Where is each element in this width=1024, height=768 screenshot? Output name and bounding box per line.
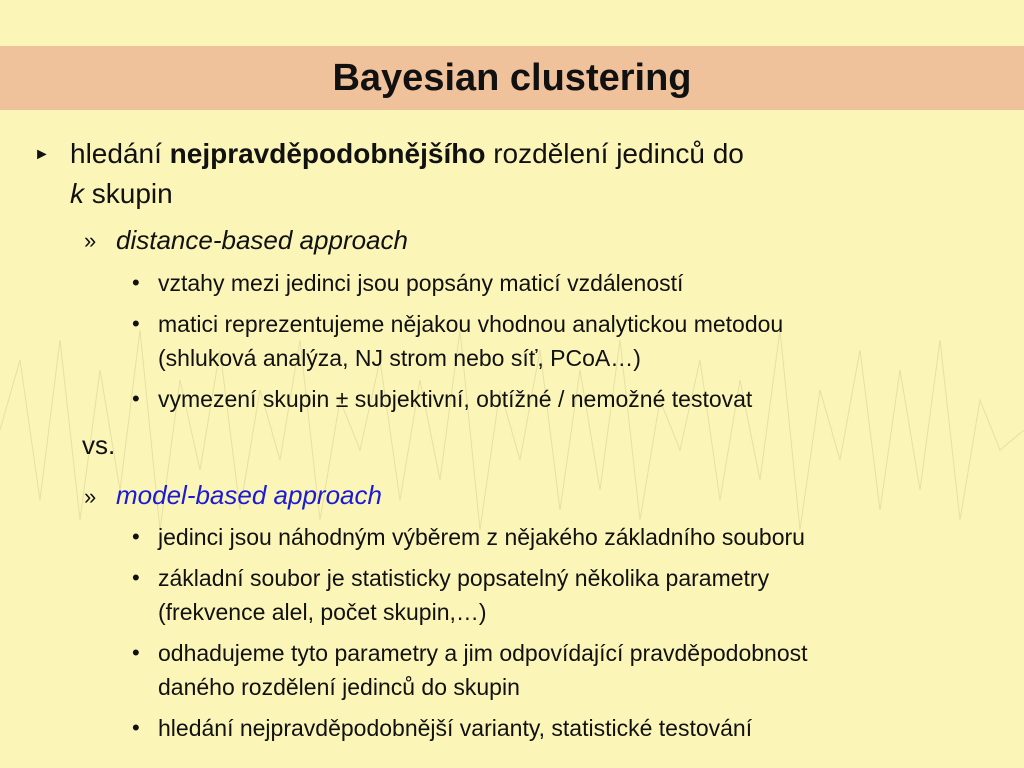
list-item: hledání nejpravděpodobnější varianty, statistické testování xyxy=(158,715,753,741)
bullet-main-line1 xyxy=(70,138,744,170)
bullet-main-suffix: rozdělení jedinců do xyxy=(485,138,744,169)
list-item: matici reprezentujeme nějakou vhodnou analytickou metodou xyxy=(158,311,784,337)
raquo-bullet-icon: » xyxy=(84,228,97,253)
bullet-main-bold: nejpravděpodobnějšího xyxy=(169,138,486,169)
raquo-bullet-icon: » xyxy=(84,484,97,509)
list-item: odhadujeme tyto parametry a jim odpovídající pravděpodobnost xyxy=(158,640,808,666)
list-item: jedinci jsou náhodným výběrem z nějakého základního souboru xyxy=(158,524,805,550)
dot-bullet-icon: • xyxy=(132,524,140,549)
list-item: vztahy mezi jedinci jsou popsány maticí vzdáleností xyxy=(158,270,684,296)
bullet-main-rest: skupin xyxy=(84,178,173,209)
section-model-label: model-based approach xyxy=(116,480,382,510)
list-item: základní soubor je statisticky popsatelný několika parametry xyxy=(158,565,770,591)
list-item: vymezení skupin ± subjektivní, obtížné / nemožné testovat xyxy=(158,386,753,412)
vs-label: vs. xyxy=(82,430,116,460)
list-item-continuation: daného rozdělení jedinců do skupin xyxy=(158,674,520,700)
slide-title: Bayesian clustering xyxy=(332,56,692,99)
bullet-main-line2 xyxy=(70,178,173,210)
dot-bullet-icon: • xyxy=(132,386,140,411)
dot-bullet-icon: • xyxy=(132,715,140,740)
bullet-main-k: k xyxy=(70,178,84,209)
dot-bullet-icon: • xyxy=(132,270,140,295)
triangle-bullet-icon: ► xyxy=(34,146,50,163)
dot-bullet-icon: • xyxy=(132,311,140,336)
bullet-main-prefix: hledání xyxy=(70,138,170,169)
list-item-continuation: (frekvence alel, počet skupin,…) xyxy=(158,599,487,625)
dot-bullet-icon: • xyxy=(132,565,140,590)
section-distance-label: distance-based approach xyxy=(116,225,408,255)
list-item-continuation: (shluková analýza, NJ strom nebo síť, PCoA…) xyxy=(158,345,641,371)
dot-bullet-icon: • xyxy=(132,640,140,665)
